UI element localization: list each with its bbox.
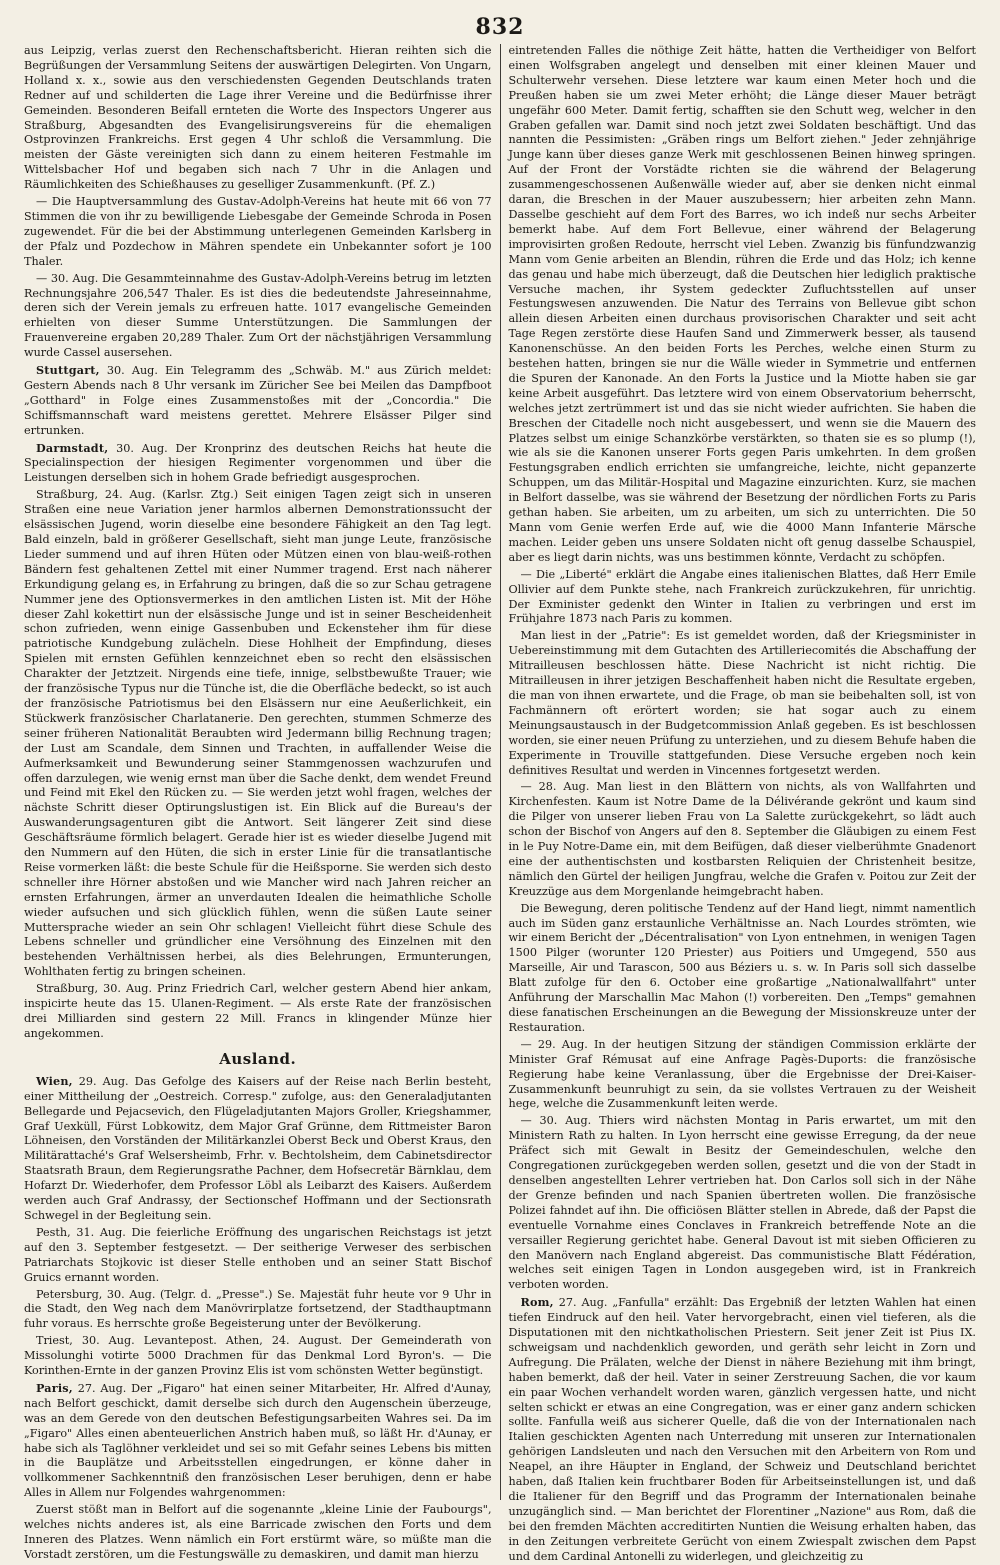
dateline-city: Rom, bbox=[520, 1295, 554, 1310]
article-paragraph bbox=[508, 1295, 976, 1564]
article-paragraph bbox=[24, 441, 492, 487]
columns bbox=[24, 44, 976, 1563]
article-paragraph: — Die „Liberté" erklärt die Angabe eines italienischen Blattes, daß Herr Emile Ollivier auf dem Punkte stehe, nach Frankreich zurückzukehren, für unrichtig. Der Exminister gedenkt den Winter in Italien zu verbringen und erst im Frühjahre 1873 nach Paris zu kommen. bbox=[508, 567, 976, 626]
article-paragraph: Straßburg, 24. Aug. (Karlsr. Ztg.) Seit einigen Tagen zeigt sich in unseren Straßen eine neue Variation jener harmlos albernen Demonstrationssucht der elsässischen Jugend, worin dieselbe eine besondere Fähigkeit an den Tag legt. Bald einzeln, bald in größerer Gesellschaft, sieht man junge Leute, französische Lieder summend und auf ihren Hüten oder Mützen einen von blau-weiß-rothen Bändern fest gehaltenen Zettel mit einer Nummer tragend. Erst nach näherer Erkundigung gelang es, in Erfahrung zu bringen, daß die so zur Schau getragene Nummer jene des Optionsvermerkes in den amtlichen Listen ist. Mit der Höhe dieser Zahl kokettirt nun der elsässische Junge und ist in seiner Bescheidenheit schon zufrieden, wenn einige Gassenbuben und Eckensteher ihm für diese patriotische Kundgebung zulächeln. Diese Hohlheit der Empfindung, dieses Spielen mit ernsten Gefühlen kennzeichnet eben so recht den elsässischen Charakter der Jetztzeit. Nirgends eine tiefe, innige, selbstbewußte Trauer; wie der französische Typus nur die Tünche ist, die die Oberfläche bedeckt, so ist auch der französische Patriotismus bei den Elsässern nur eine Aeußerlichkeit, ein Stückwerk französischer Charlatanerie. Den gerechten, stummen Schmerze des seiner früheren Nationalität Beraubten wird Jedermann billig Rechnung tragen; der Lust am Scandale, dem Sinnen und Trachten, in auffallender Weise die Aufmerksamkeit und Bewunderung seiner Stammgenossen wachzurufen und offen darzulegen, wie wenig ernst man über die Sache denkt, dem wendet Freund und Feind mit Ekel den Rücken zu. — Sie werden jetzt wohl fragen, welches der nächste Schritt dieser Optirungslustigen ist. Ein Blick auf die Bureau's der Auswanderungsagenturen gibt die Antwort. Seit längerer Zeit sind diese Geschäftsräume förmlich belagert. Gerade hier ist es wieder dieselbe Jugend mit den Nummern auf den Hüten, die sich in erster Linie für die transatlantische Reise vormerken läßt: die beste Schule für die Heißsporne. Sie werden sich desto schneller ihre Hörner abstoßen und wie Mancher wird nach Jahren reicher an ernsten Erfahrungen, ärmer an unverdauten Idealen die heimathliche Scholle wieder aufsuchen und sich glücklich fühlen, wenn die süßen Laute seiner Muttersprache wieder an sein Ohr schlagen! Vielleicht führt diese Schule des Lebens schneller und gründlicher eine Versöhnung des Einzelnen mit den bestehenden Verhältnissen herbei, als dies Belehrungen, Ermunterungen, Wohlthaten fertig zu bringen scheinen. bbox=[24, 488, 492, 979]
article-text: 27. Aug. „Fanfulla" erzählt: Das Ergebniß der letzten Wahlen hat einen tiefen Eindruck auf den heil. Vater hervorgebracht, einen viel tieferen, als die Disputationen mit den nichtkatholischen Priestern. Seit jener Zeit ist Pius IX. schweigsam und nachdenklich geworden, und geräth sehr leicht in Zorn und Aufregung. Die Prälaten, welche der Dienst in nähere Beziehung mit ihm bringt, haben bemerkt, daß der heil. Vater in seiner Zerstreuung Sachen, die vor kaum ein paar Wochen verhandelt worden waren, gänzlich vergessen hatte, und nicht selten schickt er etwas an eine Congregation, was er einer ganz andern schicken sollte. Fanfulla weiß aus sicherer Quelle, daß die von der Internationalen nach Italien geschickten Agenten nach Unterredung mit unseren zur Internationalen gehörigen Landsleuten und nach den Versuchen mit den Arbeitern von Rom und Neapel, an ihre Häupter in England, der Schweiz und Deutschland berichtet haben, daß Italien kein fruchtbarer Boden für Arbeitseinstellungen ist, und daß die Italiener für den Begriff und das Programm der Internationalen beinahe unzugänglich sind. — Man berichtet der Florentiner „Nazione" aus Rom, daß die bei den fremden Mächten accreditirten Nuntien die Weisung erhalten haben, das in den Zeitungen verbreitete Gerücht von einem Zwiespalt zwischen dem Papst und dem Cardinal Antonelli zu widerlegen, und gleichzeitig zu bbox=[508, 1296, 976, 1563]
dateline-city: Wien, bbox=[36, 1073, 73, 1088]
article-paragraph: — 29. Aug. In der heutigen Sitzung der ständigen Commission erklärte der Minister Graf Rémusat auf eine Anfrage Pagès-Duports: die französische Regierung habe keine Veranlassung, über die Ergebnisse der Drei-Kaiser-Zusammenkunft beunruhigt zu sein, da sie vollstes Vertrauen zu der Weisheit hege, welche die Zusammenkunft leiten werde. bbox=[508, 1037, 976, 1111]
article-paragraph: eintretenden Falles die nöthige Zeit hätte, hatten die Vertheidiger von Belfort einen Wolfsgraben angelegt und denselben mit einer kleinen Mauer und Schulterwehr versehen. Diese letztere war kaum einen Meter hoch und die Preußen haben sie um zwei Meter erhöht; die Länge dieser Mauer beträgt ungefähr 600 Meter. Damit fertig, schafften sie den Schutt weg, welcher in den Graben gefallen war. Damit sind noch jetzt zwei Soldaten beschäftigt. Und das nannten die Pessimisten: „Gräben rings um Belfort ziehen." Jeder zehnjährige Junge kann über dieses ganze Werk mit geschlossenen Beinen hinweg springen. Auf der Front der Vorstädte richten sie die während der Belagerung zusammengeschossenen Außenwälle wieder auf, aber sie denken nicht einmal daran, die Breschen in der Mauer auszubessern; hier arbeiten zehn Mann. Dasselbe geschieht auf dem Fort des Barres, wo ich indeß nur sechs Arbeiter bemerkt habe. Auf dem Fort Bellevue, einer während der Belagerung improvisirten großen Redoute, herrscht viel Leben. Zwanzig bis fünfundzwanzig Mann vom Genie arbeiten an Blendin, rühren die Erde und das Holz; ich kenne das genau und habe mich überzeugt, daß die Deutschen hier lediglich praktische Versuche machen, ihr System gedeckter Zufluchtsstellen auf unser Festungswesen anzuwenden. Die Natur des Terrains von Bellevue gibt schon allein diesen Arbeiten einen durchaus provisorischen Charakter und seit acht Tage Regen zerstörte diese Haufen Sand und Zimmerwerk besser, als tausend Kanonenschüsse. An den beiden Forts les Perches, welche einen Sturm zu bestehen hatten, bringen sie nur die Wälle wieder in Symmetrie und entfernen die Spuren der Kanonade. An den Forts la Justice und la Miotte haben sie gar keine Arbeit ausgeführt. Das letztere wird von einem Observatorium beherrscht, welches jetzt zertrümmert ist und das sie nicht wieder aufrichten. Sie haben die Breschen der Citadelle noch nicht ausgebessert, und wenn sie die Mauern des Platzes selbst um einige Schanzkörbe verstärkten, so thaten sie es so plump (!), wie als sie die Kanonen unserer Forts gegen Paris umkehrten. In dem großen Festungsgraben endlich errichten sie umfangreiche, leichte, nicht gepanzerte Schuppen, um das Militär-Hospital und Magazine einzurichten. Kurz, sie machen in Belfort dasselbe, was sie während der Besetzung der nördlichen Forts zu Paris gethan haben. Sie arbeiten, um zu arbeiten, um sich zu unterrichten. Die 50 Mann vom Genie werfen Erde auf, wie die 4000 Mann Infanterie Märsche machen. Leider geben uns unsere Soldaten nicht oft genug dasselbe Schauspiel, aber es liegt darin nichts, was uns bestimmen könnte, Verdacht zu schöpfen. bbox=[508, 44, 976, 564]
article-paragraph: Triest, 30. Aug. Levantepost. Athen, 24. August. Der Gemeinderath von Missolunghi votirte 5000 Drachmen für das Denkmal Lord Byron's. — Die Korinthen-Ernte in der ganzen Provinz Elis ist vom schönsten Wetter begünstigt. bbox=[24, 1334, 492, 1378]
dateline-city: Paris, bbox=[36, 1380, 73, 1395]
section-heading: Ausland. bbox=[219, 1049, 297, 1068]
dateline-city: Stuttgart, bbox=[36, 363, 100, 378]
article-paragraph: Zuerst stößt man in Belfort auf die sogenannte „kleine Linie der Faubourgs", welches nichts anderes ist, als eine Barricade zwischen den Forts und dem Inneren des Platzes. Wenn nämlich ein Fort erstürmt wäre, so müßte man die Vorstadt zerstören, um die Festungswälle zu demaskiren, und damit man hierzu bbox=[24, 1503, 492, 1561]
article-paragraph bbox=[24, 1074, 492, 1224]
article-paragraph: Petersburg, 30. Aug. (Telgr. d. „Presse".) Se. Majestät fuhr heute vor 9 Uhr in die Stadt, den Weg nach dem Manövrirplatze fortsetzend, der Stadthauptmann fuhr voraus. Es herrschte große Begeisterung unter der Bevölkerung. bbox=[24, 1287, 492, 1331]
article-paragraph: — 30. Aug. Thiers wird nächsten Montag in Paris erwartet, um mit den Ministern Rath zu halten. In Lyon herrscht eine gewisse Erregung, da der neue Präfect sich mit Gewalt in Besitz der Gemeindeschulen, welche den Congregationen zurückgegeben werden sollen, gesetzt und die von der Stadt in denselben angestellten Lehrer vertrieben hat. Don Carlos soll sich in der Nähe der Grenze befinden und nach Spanien übertreten wollen. Die französische Polizei fahndet auf ihn. Die officiösen Blätter stellen in Abrede, daß der Papst die eventuelle Vornahme eines Conclaves in Frankreich betreffende Note an die versailler Regierung gerichtet habe. General Davout ist mit sieben Officieren zu den Manövern nach England abgereist. Das communistische Blatt Fédération, welches seit einigen Tagen in London ausgegeben wird, ist in Frankreich verboten worden. bbox=[508, 1114, 976, 1292]
article-paragraph bbox=[24, 1381, 492, 1501]
article-paragraph: — 30. Aug. Die Gesammteinnahme des Gustav-Adolph-Vereins betrug im letzten Rechnungsjahre 206,547 Thaler. Es ist dies die bedeutendste Jahreseinnahme, deren sich der Verein jemals zu erfreuen hatte. 1017 evangelische Gemeinden erhielten von dieser Summe Unterstützungen. Die Sammlungen der Frauenvereine ergaben 20,289 Thaler. Zum Ort der nächstjährigen Versammlung wurde Cassel ausersehen. bbox=[24, 271, 492, 360]
article-text: 30. Aug. Ein Telegramm des „Schwäb. M." aus Zürich meldet: Gestern Abends nach 8 Uhr versank im Züricher See bei Meilen das Dampfboot „Gotthard" in Folge eines Zusammenstoßes mit der „Concordia." Die Schiffsmannschaft ward meistens gerettet. Mehrere Elsässer Pilger sind ertrunken. bbox=[24, 364, 492, 437]
article-text: 30. Aug. Der Kronprinz des deutschen Reichs hat heute die Specialinspection der hiesigen Regimenter vorgenommen und über die Leistungen derselben sich in hohem Grade befriedigt ausgesprochen. bbox=[24, 441, 492, 485]
article-paragraph: Die Bewegung, deren politische Tendenz auf der Hand liegt, nimmt namentlich auch im Süden ganz erstaunliche Verhältnisse an. Nach Lourdes strömten, wie wir einem Bericht der „Décentralisation" von Lyon entnehmen, in wenigen Tagen 1500 Pilger (worunter 120 Priester) aus Poitiers und Umgegend, 550 aus Marseille, Air und Tarascon, 500 aus Béziers u. s. w. In Paris soll sich dasselbe Blatt zufolge für den 6. October eine großartige „Nationalwallfahrt" unter Anführung der Marschallin Mac Mahon (!) vorbereiten. Den „Temps" gemahnen diese fanatischen Erscheinungen an die Bewegung der Missionskreuze unter der Restauration. bbox=[508, 901, 976, 1034]
article-paragraph: aus Leipzig, verlas zuerst den Rechenschaftsbericht. Hieran reihten sich die Begrüßungen der Versammlung Seitens der auswärtigen Delegirten. Von Ungarn, Holland x. x., sowie aus den verschiedensten Gegenden Deutschlands traten Redner auf und schilderten die Lage ihrer Vereine und die Bedürfnisse ihrer Gemeinden. Besonderen Beifall ernteten die Worte des Inspectors Ungerer aus Straßburg, Abgesandten des Evangelisirungsvereins für die ehemaligen Ostprovinzen Frankreichs. Erst gegen 4 Uhr schloß die Versammlung. Die meisten der Gäste vereinigten sich dann zu einem heiteren Festmahle im Wittelsbacher Hof und begaben sich nach 7 Uhr in die Anlagen und Räumlichkeiten des Schießhauses zu geselliger Zusammenkunft. (Pf. Z.) bbox=[24, 44, 492, 192]
article-text: 27. Aug. Der „Figaro" hat einen seiner Mitarbeiter, Hr. Alfred d'Aunay, nach Belfort geschickt, damit derselbe sich durch den Augenschein überzeuge, was an dem Gerede von den deutschen Befestigungsarbeiten Wahres sei. Da im „Figaro" Alles einen abenteuerlichen Anstrich haben muß, so läßt Hr. d'Aunay, er habe sich als Taglöhner verkleidet und sei so mit Gefahr seines Lebens bis mitten in die Bauplätze und Arbeitsstellen eingedrungen, er könne daher in vollkommener Sachkenntniß den französischen Leser beruhigen, denn er habe Alles in Allem nur Folgendes wahrgenommen: bbox=[24, 1381, 492, 1500]
left-column bbox=[24, 44, 492, 1561]
article-paragraph: Man liest in der „Patrie": Es ist gemeldet worden, daß der Kriegsminister in Uebereinstimmung mit dem Gutachten des Artilleriecomités die Abschaffung der Mitrailleusen beschlossen hätte. Diese Nachricht ist nicht richtig. Die Mitrailleusen in ihrer jetzigen Beschaffenheit haben nicht die Resultate ergeben, die man von ihnen erwartete, und die Frage, ob man sie beibehalten soll, ist von Fachmännern oft erörtert worden; sie hat sogar auch zu einem Meinungsaustausch in der Budgetcommission Anlaß gegeben. Es ist beschlossen worden, sie einer neuen Prüfung zu unterziehen, und zu diesem Behufe haben die Experimente in Trouville stattgefunden. Diese Versuche ergeben noch kein definitives Resultat und werden in Vincennes fortgesetzt werden. bbox=[508, 629, 976, 777]
article-paragraph: Pesth, 31. Aug. Die feierliche Eröffnung des ungarischen Reichstags ist jetzt auf den 3. September festgesetzt. — Der seitherige Verweser des serbischen Patriarchats Stojkovic ist dieser Stelle enthoben und an seiner Statt Bischof Gruics ernannt worden. bbox=[24, 1225, 492, 1284]
article-paragraph: Straßburg, 30. Aug. Prinz Friedrich Carl, welcher gestern Abend hier ankam, inspicirte heute das 15. Ulanen-Regiment. — Als erste Rate der französischen drei Milliarden sind gestern 22 Mill. Francs in klingender Münze hier angekommen. bbox=[24, 982, 492, 1040]
column-divider bbox=[500, 44, 501, 1500]
dateline-city: Darmstadt, bbox=[36, 440, 109, 455]
article-paragraph: — Die Hauptversammlung des Gustav-Adolph-Vereins hat heute mit 66 von 77 Stimmen die von ihr zu bewilligende Liebesgabe der Gemeinde Schroda in Posen zugewendet. Für die bei der Abstimmung unterlegenen Gemeinden Karlsberg in der Pfalz und Pozdechow in Mähren spendete ein Unbekannter sofort je 100 Thaler. bbox=[24, 195, 492, 268]
article-text: 29. Aug. Das Gefolge des Kaisers auf der Reise nach Berlin besteht, einer Mittheilung der „Oestreich. Corresp." zufolge, aus: den Generaladjutanten Bellegarde und Pejacsevich, den Flügeladjutanten Majors Groller, Kriegshammer, Graf Uexküll, Fürst Lobkowitz, dem Major Graf Grünne, dem Rittmeister Baron Löhneisen, den Vorständen der Militärkanzlei Oberst Beck und Oberst Kraus, den Militärattaché's Graf Welsersheimb, Frhr. v. Bechtolsheim, dem Cabinetsdirector Staatsrath Braun, dem Regierungsrathe Pachner, dem Hofsecretär Bärnklau, dem Hofarzt Dr. Wiederhofer, dem Professor Löbl als Leibarzt des Kaisers. Außerdem werden auch Graf Andrassy, der Sectionschef Hoffmann und der Sectionsrath Schwegel in der Begleitung sein. bbox=[24, 1074, 492, 1222]
article-paragraph bbox=[24, 363, 492, 439]
page-number: 832 bbox=[475, 14, 525, 40]
article-paragraph: — 28. Aug. Man liest in den Blättern von nichts, als von Wallfahrten und Kirchenfesten. Kaum ist Notre Dame de la Délivérande gekrönt und kaum sind die Pilger von unserer lieben Frau von La Salette zurückgekehrt, so lädt auch schon der Bischof von Angers auf den 8. September die Gläubigen zu einem Fest in le Puy Notre-Dame ein, mit dem Beifügen, daß dieser vielberühmte Gnadenort eine der authentischsten und kostbarsten Reliquien der Christenheit besitze, nämlich den Gürtel der heiligen Jungfrau, welche die Grafen v. Poitou zur Zeit der Kreuzzüge aus dem Morgenlande heimgebracht haben. bbox=[508, 780, 976, 898]
right-column bbox=[508, 44, 976, 1563]
